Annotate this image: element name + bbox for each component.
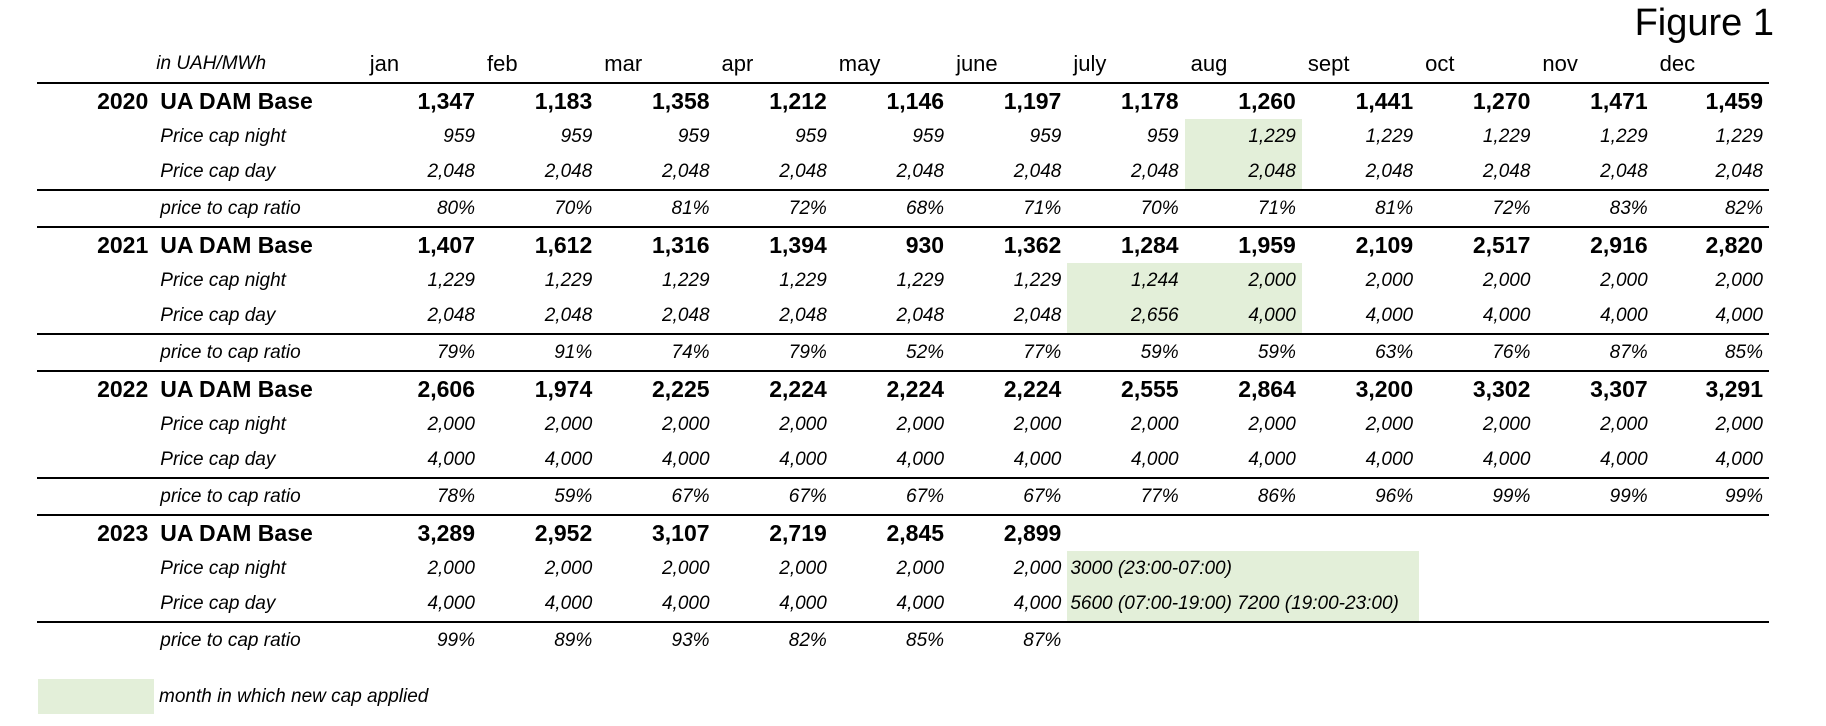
year-label: 2022 bbox=[37, 371, 156, 407]
value-cell: 2,000 bbox=[1013, 558, 1062, 579]
value-cell: 2,000 bbox=[896, 414, 945, 435]
value-cell: 1,347 bbox=[364, 83, 481, 119]
value-cell: 1,146 bbox=[833, 83, 950, 119]
value-cell: 2,000 bbox=[1365, 414, 1414, 435]
base-row bbox=[37, 371, 1769, 407]
month-header: apr bbox=[721, 51, 754, 76]
row-label: price to cap ratio bbox=[156, 478, 363, 515]
value-cell: 4,000 bbox=[1365, 449, 1414, 470]
value-cell: 2,000 bbox=[1482, 414, 1531, 435]
value-cell: 87% bbox=[950, 622, 1067, 658]
empty-cell bbox=[1536, 515, 1653, 551]
empty-cell bbox=[1536, 551, 1653, 586]
value-cell: 72% bbox=[716, 190, 833, 227]
value-cell: 52% bbox=[833, 334, 950, 371]
value-cell: 1,284 bbox=[1067, 227, 1184, 263]
value-cell: 85% bbox=[1654, 334, 1769, 371]
value-cell: 2,000 bbox=[661, 558, 710, 579]
value-cell: 3,302 bbox=[1419, 371, 1536, 407]
value-cell: 2,048 bbox=[1131, 161, 1179, 182]
value-cell: 70% bbox=[481, 190, 598, 227]
value-cell: 2,000 bbox=[1715, 414, 1763, 435]
value-cell: 1,441 bbox=[1302, 83, 1419, 119]
value-cell: 79% bbox=[716, 334, 833, 371]
year-label: 2020 bbox=[37, 83, 156, 119]
value-cell: 959 bbox=[795, 126, 827, 147]
value-cell: 99% bbox=[1419, 478, 1536, 515]
value-cell: 959 bbox=[1029, 126, 1062, 147]
data-rows bbox=[37, 83, 1769, 658]
value-cell: 2,555 bbox=[1067, 371, 1184, 407]
value-cell: 2,000 bbox=[779, 414, 827, 435]
value-cell: 2,048 bbox=[896, 305, 945, 326]
value-cell: 1,197 bbox=[950, 83, 1067, 119]
value-cell: 3,307 bbox=[1536, 371, 1653, 407]
month-header: sept bbox=[1307, 51, 1350, 76]
value-cell: 93% bbox=[598, 622, 715, 658]
value-cell: 2,656 bbox=[1067, 298, 1184, 334]
value-cell: 2,517 bbox=[1419, 227, 1536, 263]
value-cell: 83% bbox=[1536, 190, 1653, 227]
legend-swatch bbox=[38, 679, 154, 714]
value-cell: 99% bbox=[1654, 478, 1769, 515]
value-cell: 1,459 bbox=[1654, 83, 1769, 119]
value-cell: 2,000 bbox=[896, 558, 945, 579]
month-header: nov bbox=[1542, 51, 1578, 76]
value-cell: 1,362 bbox=[950, 227, 1067, 263]
value-cell: 2,048 bbox=[1600, 161, 1648, 182]
empty-cell bbox=[37, 263, 156, 298]
value-cell: 4,000 bbox=[1482, 449, 1531, 470]
value-cell: 4,000 bbox=[1600, 305, 1648, 326]
price-cap-night-row bbox=[37, 263, 1769, 298]
value-cell: 959 bbox=[912, 126, 945, 147]
value-cell: 1,471 bbox=[1536, 83, 1653, 119]
month-header: july bbox=[1073, 51, 1107, 76]
value-cell: 4,000 bbox=[779, 449, 827, 470]
row-label: Price cap day bbox=[160, 593, 276, 614]
value-cell: 2,000 bbox=[427, 558, 475, 579]
value-cell: 2,000 bbox=[1131, 414, 1179, 435]
value-cell: 79% bbox=[364, 334, 481, 371]
value-cell: 959 bbox=[677, 126, 710, 147]
month-header: may bbox=[838, 51, 881, 76]
value-cell: 1,229 bbox=[1365, 126, 1414, 147]
empty-cell bbox=[37, 334, 156, 371]
value-cell: 4,000 bbox=[896, 593, 945, 614]
value-cell: 81% bbox=[1302, 190, 1419, 227]
empty-cell bbox=[37, 442, 156, 478]
new-cap-note: 5600 (07:00-19:00) 7200 (19:00-23:00) bbox=[1067, 586, 1419, 622]
empty-cell bbox=[1185, 622, 1302, 658]
month-header: aug bbox=[1190, 51, 1228, 76]
value-cell: 2,225 bbox=[598, 371, 715, 407]
price-cap-day-row bbox=[37, 586, 1769, 622]
value-cell: 1,407 bbox=[364, 227, 481, 263]
value-cell: 99% bbox=[1536, 478, 1653, 515]
value-cell: 959 bbox=[1146, 126, 1179, 147]
row-label: price to cap ratio bbox=[156, 334, 363, 371]
row-label: UA DAM Base bbox=[156, 227, 363, 263]
empty-cell bbox=[1419, 515, 1536, 551]
value-cell: 4,000 bbox=[544, 449, 593, 470]
value-cell: 2,048 bbox=[1013, 161, 1062, 182]
value-cell: 2,048 bbox=[1482, 161, 1531, 182]
value-cell: 1,229 bbox=[779, 270, 827, 291]
value-cell: 85% bbox=[833, 622, 950, 658]
row-label: UA DAM Base bbox=[156, 515, 363, 551]
empty-cell bbox=[1302, 515, 1419, 551]
month-header: oct bbox=[1425, 51, 1455, 76]
price-to-cap-ratio-row bbox=[37, 190, 1769, 227]
value-cell: 1,229 bbox=[896, 270, 945, 291]
value-cell: 82% bbox=[1654, 190, 1769, 227]
price-cap-night-row bbox=[37, 119, 1769, 154]
value-cell: 78% bbox=[364, 478, 481, 515]
base-row bbox=[37, 83, 1769, 119]
month-header: jan bbox=[369, 51, 400, 76]
row-label: Price cap night bbox=[160, 414, 286, 435]
empty-cell bbox=[1654, 586, 1769, 622]
new-cap-note: 3000 (23:00-07:00) bbox=[1067, 551, 1419, 586]
legend-text: month in which new cap applied bbox=[159, 686, 429, 707]
value-cell: 1,229 bbox=[661, 270, 710, 291]
empty-cell bbox=[1185, 515, 1302, 551]
value-cell: 4,000 bbox=[896, 449, 945, 470]
empty-cell bbox=[37, 119, 156, 154]
value-cell: 2,864 bbox=[1185, 371, 1302, 407]
empty-cell bbox=[1536, 622, 1653, 658]
value-cell: 1,959 bbox=[1185, 227, 1302, 263]
value-cell: 2,048 bbox=[544, 161, 593, 182]
base-row bbox=[37, 515, 1769, 551]
value-cell: 3,107 bbox=[598, 515, 715, 551]
value-cell: 2,048 bbox=[1715, 161, 1763, 182]
value-cell: 4,000 bbox=[1600, 449, 1648, 470]
value-cell: 1,394 bbox=[716, 227, 833, 263]
value-cell: 74% bbox=[598, 334, 715, 371]
value-cell: 1,229 bbox=[1185, 119, 1302, 154]
value-cell: 2,000 bbox=[1600, 414, 1648, 435]
value-cell: 2,224 bbox=[716, 371, 833, 407]
value-cell: 2,048 bbox=[1365, 161, 1414, 182]
price-cap-table bbox=[37, 46, 1769, 658]
price-to-cap-ratio-row bbox=[37, 478, 1769, 515]
price-to-cap-ratio-row bbox=[37, 622, 1769, 658]
value-cell: 1,229 bbox=[544, 270, 593, 291]
value-cell: 4,000 bbox=[1185, 298, 1302, 334]
price-cap-day-row bbox=[37, 154, 1769, 190]
value-cell: 71% bbox=[1185, 190, 1302, 227]
value-cell: 4,000 bbox=[427, 593, 475, 614]
value-cell: 1,974 bbox=[481, 371, 598, 407]
value-cell: 2,899 bbox=[950, 515, 1067, 551]
value-cell: 2,000 bbox=[1365, 270, 1414, 291]
value-cell: 1,229 bbox=[427, 270, 475, 291]
empty-cell bbox=[37, 154, 156, 190]
year-label: 2023 bbox=[37, 515, 156, 551]
value-cell: 1,244 bbox=[1067, 263, 1184, 298]
value-cell: 4,000 bbox=[779, 593, 827, 614]
value-cell: 67% bbox=[833, 478, 950, 515]
value-cell: 1,358 bbox=[598, 83, 715, 119]
value-cell: 89% bbox=[481, 622, 598, 658]
value-cell: 63% bbox=[1302, 334, 1419, 371]
row-label: price to cap ratio bbox=[156, 622, 363, 658]
base-row bbox=[37, 227, 1769, 263]
month-header: june bbox=[956, 51, 998, 76]
empty-cell bbox=[1067, 515, 1184, 551]
value-cell: 4,000 bbox=[1248, 449, 1296, 470]
value-cell: 4,000 bbox=[427, 449, 475, 470]
month-header: feb bbox=[487, 51, 518, 76]
value-cell: 4,000 bbox=[661, 449, 710, 470]
value-cell: 2,916 bbox=[1536, 227, 1653, 263]
value-cell: 67% bbox=[950, 478, 1067, 515]
price-cap-day-row bbox=[37, 298, 1769, 334]
empty-cell bbox=[37, 407, 156, 442]
value-cell: 1,260 bbox=[1185, 83, 1302, 119]
value-cell: 930 bbox=[833, 227, 950, 263]
row-label: UA DAM Base bbox=[156, 371, 363, 407]
value-cell: 1,316 bbox=[598, 227, 715, 263]
value-cell: 2,109 bbox=[1302, 227, 1419, 263]
value-cell: 1,178 bbox=[1067, 83, 1184, 119]
price-cap-night-row bbox=[37, 407, 1769, 442]
value-cell: 2,000 bbox=[779, 558, 827, 579]
empty-cell bbox=[37, 190, 156, 227]
value-cell: 1,229 bbox=[1482, 126, 1531, 147]
row-label: Price cap night bbox=[160, 126, 286, 147]
price-cap-night-row bbox=[37, 551, 1769, 586]
value-cell: 2,048 bbox=[661, 161, 710, 182]
value-cell: 77% bbox=[1067, 478, 1184, 515]
value-cell: 1,229 bbox=[1600, 126, 1648, 147]
value-cell: 1,612 bbox=[481, 227, 598, 263]
empty-cell bbox=[37, 622, 156, 658]
empty-cell bbox=[1654, 515, 1769, 551]
value-cell: 4,000 bbox=[1131, 449, 1179, 470]
value-cell: 2,845 bbox=[833, 515, 950, 551]
value-cell: 2,048 bbox=[1185, 154, 1302, 190]
empty-cell bbox=[1067, 622, 1184, 658]
value-cell: 2,000 bbox=[1715, 270, 1763, 291]
value-cell: 2,224 bbox=[833, 371, 950, 407]
row-label: Price cap day bbox=[160, 305, 276, 326]
value-cell: 4,000 bbox=[1482, 305, 1531, 326]
value-cell: 2,048 bbox=[1013, 305, 1062, 326]
value-cell: 4,000 bbox=[1365, 305, 1414, 326]
value-cell: 1,229 bbox=[1013, 270, 1062, 291]
value-cell: 67% bbox=[598, 478, 715, 515]
empty-cell bbox=[1654, 551, 1769, 586]
value-cell: 2,224 bbox=[950, 371, 1067, 407]
value-cell: 77% bbox=[950, 334, 1067, 371]
value-cell: 91% bbox=[481, 334, 598, 371]
row-label: Price cap night bbox=[160, 558, 286, 579]
value-cell: 2,952 bbox=[481, 515, 598, 551]
value-cell: 71% bbox=[950, 190, 1067, 227]
value-cell: 4,000 bbox=[1715, 449, 1763, 470]
value-cell: 2,000 bbox=[1185, 263, 1302, 298]
empty-cell bbox=[37, 298, 156, 334]
value-cell: 2,048 bbox=[896, 161, 945, 182]
empty-cell bbox=[1419, 622, 1536, 658]
value-cell: 67% bbox=[716, 478, 833, 515]
value-cell: 87% bbox=[1536, 334, 1653, 371]
value-cell: 82% bbox=[716, 622, 833, 658]
value-cell: 99% bbox=[364, 622, 481, 658]
value-cell: 2,048 bbox=[544, 305, 593, 326]
empty-cell bbox=[37, 551, 156, 586]
price-to-cap-ratio-row bbox=[37, 334, 1769, 371]
empty-cell bbox=[1419, 551, 1536, 586]
value-cell: 4,000 bbox=[1715, 305, 1763, 326]
value-cell: 4,000 bbox=[1013, 449, 1062, 470]
empty-cell bbox=[1536, 586, 1653, 622]
value-cell: 2,000 bbox=[1600, 270, 1648, 291]
month-header: mar bbox=[604, 51, 643, 76]
value-cell: 59% bbox=[481, 478, 598, 515]
value-cell: 2,606 bbox=[364, 371, 481, 407]
value-cell: 2,048 bbox=[779, 305, 827, 326]
value-cell: 959 bbox=[443, 126, 475, 147]
value-cell: 2,000 bbox=[427, 414, 475, 435]
value-cell: 76% bbox=[1419, 334, 1536, 371]
month-header: dec bbox=[1659, 51, 1696, 76]
row-label: Price cap night bbox=[160, 270, 286, 291]
value-cell: 2,000 bbox=[661, 414, 710, 435]
empty-cell bbox=[37, 586, 156, 622]
value-cell: 2,000 bbox=[544, 414, 593, 435]
value-cell: 80% bbox=[364, 190, 481, 227]
empty-cell bbox=[37, 478, 156, 515]
value-cell: 59% bbox=[1067, 334, 1184, 371]
value-cell: 68% bbox=[833, 190, 950, 227]
value-cell: 3,289 bbox=[364, 515, 481, 551]
value-cell: 81% bbox=[598, 190, 715, 227]
row-label: Price cap day bbox=[160, 449, 276, 470]
empty-cell bbox=[1654, 622, 1769, 658]
value-cell: 2,719 bbox=[716, 515, 833, 551]
year-label: 2021 bbox=[37, 227, 156, 263]
value-cell: 96% bbox=[1302, 478, 1419, 515]
value-cell: 2,000 bbox=[1013, 414, 1062, 435]
row-label: price to cap ratio bbox=[156, 190, 363, 227]
value-cell: 2,000 bbox=[544, 558, 593, 579]
value-cell: 2,048 bbox=[779, 161, 827, 182]
value-cell: 59% bbox=[1185, 334, 1302, 371]
value-cell: 4,000 bbox=[661, 593, 710, 614]
value-cell: 2,000 bbox=[1248, 414, 1296, 435]
value-cell: 2,048 bbox=[427, 305, 475, 326]
value-cell: 72% bbox=[1419, 190, 1536, 227]
figure-title: Figure 1 bbox=[1634, 2, 1774, 44]
value-cell: 1,183 bbox=[481, 83, 598, 119]
row-label: UA DAM Base bbox=[156, 83, 363, 119]
value-cell: 1,270 bbox=[1419, 83, 1536, 119]
value-cell: 959 bbox=[560, 126, 593, 147]
header-row bbox=[37, 46, 1769, 83]
empty-cell bbox=[1302, 622, 1419, 658]
value-cell: 2,820 bbox=[1654, 227, 1769, 263]
empty-cell bbox=[1419, 586, 1536, 622]
value-cell: 2,048 bbox=[427, 161, 475, 182]
row-label: Price cap day bbox=[160, 161, 276, 182]
value-cell: 4,000 bbox=[1013, 593, 1062, 614]
value-cell: 3,200 bbox=[1302, 371, 1419, 407]
value-cell: 4,000 bbox=[544, 593, 593, 614]
value-cell: 70% bbox=[1067, 190, 1184, 227]
value-cell: 2,000 bbox=[1482, 270, 1531, 291]
value-cell: 86% bbox=[1185, 478, 1302, 515]
value-cell: 2,048 bbox=[661, 305, 710, 326]
price-cap-day-row bbox=[37, 442, 1769, 478]
value-cell: 1,212 bbox=[716, 83, 833, 119]
value-cell: 1,229 bbox=[1715, 126, 1763, 147]
unit-label: in UAH/MWh bbox=[156, 53, 267, 74]
value-cell: 3,291 bbox=[1654, 371, 1769, 407]
